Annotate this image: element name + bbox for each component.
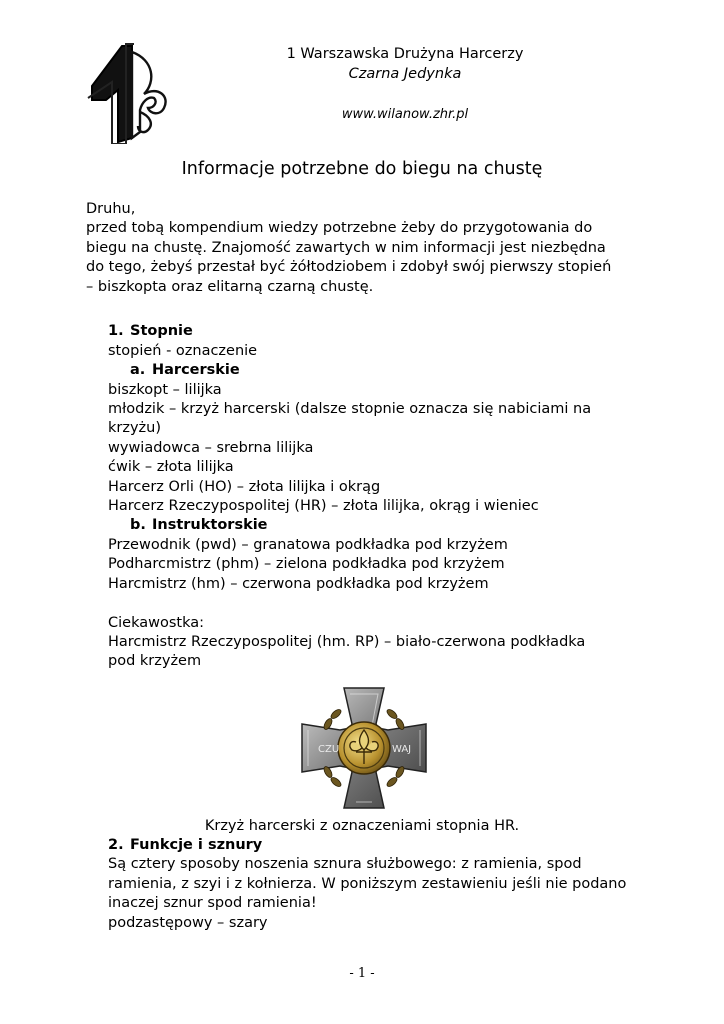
trivia-line: pod krzyżem: [108, 653, 202, 670]
section-2-title: Funkcje i sznury: [130, 837, 263, 853]
intro-line: do tego, żebyś przestał być żółtodziobem i zdobył swój pierwszy stopień: [86, 259, 612, 276]
intro-line: przed tobą kompendium wiedzy potrzebne żeby do przygotowania do: [86, 220, 593, 237]
rank-line: biszkopt – lilijka: [108, 381, 222, 398]
cross-text-right: WAJ: [392, 744, 412, 755]
section-2-line: inaczej sznur spod ramienia!: [108, 895, 317, 912]
rank-line: wywiadowca – srebrna lilijka: [108, 439, 314, 456]
instructor-rank-line: Podharcmistrz (phm) – zielona podkładka pod krzyżem: [108, 556, 505, 573]
instructor-rank-line: Harcmistrz (hm) – czerwona podkładka pod krzyżem: [108, 575, 489, 592]
section-2-heading: [86, 836, 646, 855]
page-number: - 1 -: [349, 966, 375, 981]
subsection-b-heading: [86, 516, 646, 535]
trivia-line: Harcmistrz Rzeczypospolitej (hm. RP) – biało-czerwona podkładka: [108, 633, 586, 650]
section-2-line: podzastępowy – szary: [108, 914, 268, 931]
greeting: Druhu,: [86, 201, 136, 217]
subsection-b-title: Instruktorskie: [152, 517, 268, 534]
rank-line: Harcerz Rzeczypospolitej (HR) – złota lilijka, okrąg i wieniec: [108, 498, 539, 515]
document-title: Informacje potrzebne do biegu na chustę: [181, 159, 543, 179]
rank-line: krzyżu): [108, 420, 162, 437]
section-1-title: Stopnie: [130, 323, 193, 340]
org-name: 1 Warszawska Drużyna Harcerzy: [286, 46, 524, 62]
section-2: [86, 836, 646, 933]
intro-line: biegu na chustę. Znajomość zawartych w nim informacji jest niezbędna: [86, 239, 606, 256]
scout-cross-image: [296, 684, 432, 812]
team-name: Czarna Jedynka: [348, 66, 462, 82]
section-1-subtitle: stopień - oznaczenie: [108, 342, 258, 359]
intro-line: – biszkopta oraz elitarną czarną chustę.: [86, 278, 374, 295]
subsection-a-heading: [86, 361, 646, 380]
section-1-number: 1.: [108, 323, 124, 340]
section-2-line: Są cztery sposoby noszenia sznura służbowego: z ramienia, spod: [108, 856, 582, 873]
subsection-a-title: Harcerskie: [152, 362, 240, 379]
image-caption: Krzyż harcerski z oznaczeniami stopnia HR.: [204, 818, 520, 834]
website-link[interactable]: www.wilanow.zhr.pl: [341, 107, 469, 122]
section-1-heading: [86, 322, 646, 341]
rank-line: młodzik – krzyż harcerski (dalsze stopnie oznacza się nabiciami na: [108, 401, 592, 418]
rank-line: ćwik – złota lilijka: [108, 459, 234, 476]
document-body: [86, 200, 646, 672]
black-one-logo: [84, 42, 170, 144]
trivia-label: Ciekawostka:: [108, 614, 204, 631]
subsection-a-letter: a.: [130, 362, 146, 379]
rank-line: Harcerz Orli (HO) – złota lilijka i okrąg: [108, 478, 381, 495]
cross-text-left: CZU: [318, 744, 340, 755]
subsection-b-letter: b.: [130, 517, 146, 534]
section-2-number: 2.: [108, 837, 124, 853]
section-2-line: ramienia, z szyi i z kołnierza. W poniższym zestawieniu jeśli nie podano: [108, 875, 627, 892]
instructor-rank-line: Przewodnik (pwd) – granatowa podkładka pod krzyżem: [108, 536, 508, 553]
